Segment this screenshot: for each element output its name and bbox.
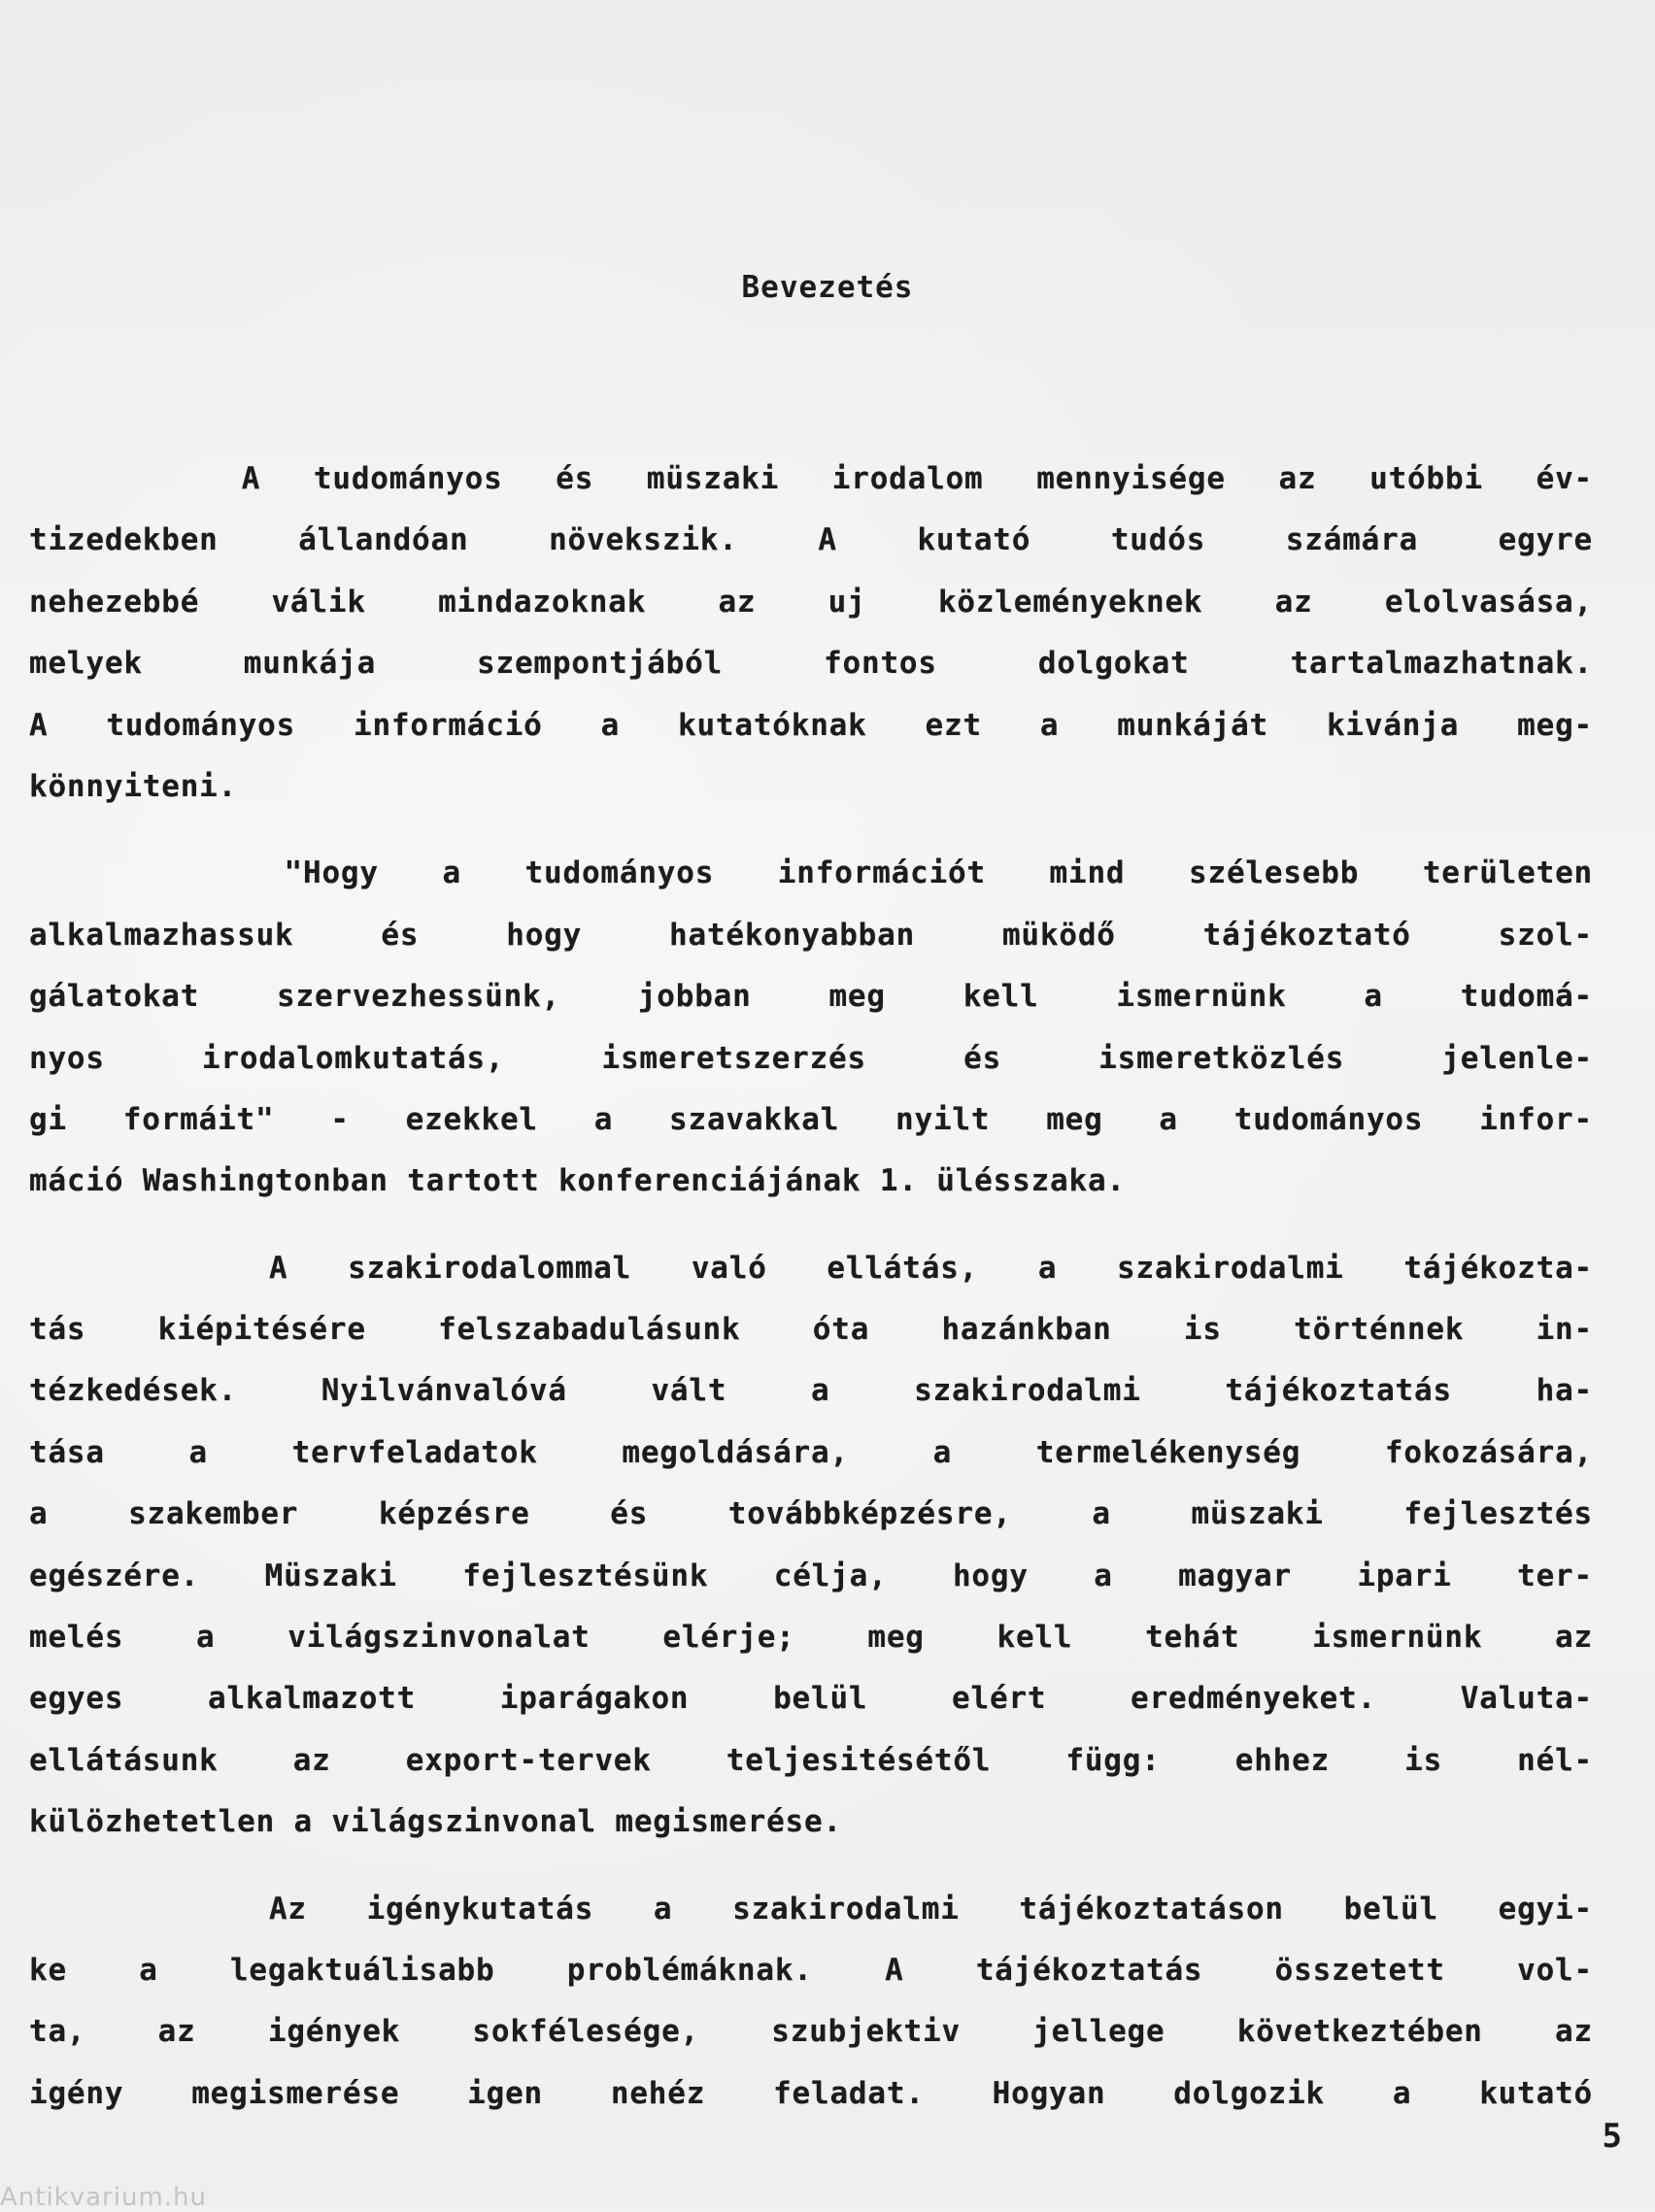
text-line: tás kiépitésére felszabadulásunk óta hazánkban is történnek in- (29, 1312, 1593, 1348)
text-line: nehezebbé válik mindazoknak az uj közleményeknek az elolvasása, (29, 584, 1593, 620)
text-line: ta, az igények sokfélesége, szubjektiv jellege következtében az (29, 2014, 1593, 2050)
paragraph-2 (29, 843, 1593, 1212)
watermark: Antikvarium.hu (0, 2183, 207, 2212)
text-line: tása a tervfeladatok megoldására, a termelékenység fokozására, (29, 1434, 1593, 1470)
text-line: Az igénykutatás a szakirodalmi tájékoztatáson belül egyi- (29, 1891, 1593, 1927)
page-number: 5 (1602, 2117, 1622, 2156)
paragraph-4 (29, 1879, 1593, 2126)
text-line: ke a legaktuálisabb problémáknak. A tájékoztatás összetett vol- (29, 1952, 1593, 1988)
page-title: Bevezetés (741, 270, 914, 305)
paragraph-3 (29, 1238, 1593, 1854)
body-text (29, 449, 1593, 2150)
text-line: tézkedések. Nyilvánvalóvá vált a szakirodalmi tájékoztatás ha- (29, 1373, 1593, 1409)
text-line: A tudományos információ a kutatóknak ezt a munkáját kivánja meg- (29, 707, 1593, 743)
text-line: igény megismerése igen nehéz feladat. Hogyan dolgozik a kutató (29, 2075, 1593, 2111)
text-line: gi formáit" - ezekkel a szavakkal nyilt meg a tudományos infor- (29, 1101, 1593, 1137)
text-line: tizedekben állandóan növekszik. A kutató tudós számára egyre (29, 522, 1593, 558)
text-line: melyek munkája szempontjából fontos dolgokat tartalmazhatnak. (29, 646, 1593, 682)
text-line: melés a világszinvonalat elérje; meg kell tehát ismernünk az (29, 1620, 1593, 1656)
text-line: gálatokat szervezhessünk, jobban meg kell ismernünk a tudomá- (29, 979, 1593, 1015)
text-line: külözhetetlen a világszinvonal megismerése. (29, 1804, 842, 1840)
text-line: ellátásunk az export-tervek teljesitésétől függ: ehhez is nél- (29, 1742, 1593, 1778)
text-line: "Hogy a tudományos információt mind szélesebb területen (29, 855, 1593, 891)
text-line: máció Washingtonban tartott konferenciájának 1. ülésszaka. (29, 1163, 1126, 1199)
text-line: egyes alkalmazott iparágakon belül elért eredményeket. Valuta- (29, 1681, 1593, 1717)
text-line: nyos irodalomkutatás, ismeretszerzés és ismeretközlés jelenle- (29, 1040, 1593, 1076)
text-line: A tudományos és müszaki irodalom mennyisége az utóbbi év- (29, 461, 1593, 496)
text-line: alkalmazhassuk és hogy hatékonyabban müködő tájékoztató szol- (29, 917, 1593, 953)
text-line: A szakirodalommal való ellátás, a szakirodalmi tájékozta- (29, 1250, 1593, 1286)
text-line: a szakember képzésre és továbbképzésre, a müszaki fejlesztés (29, 1496, 1593, 1532)
paragraph-1 (29, 449, 1593, 818)
text-line: könnyiteni. (29, 768, 238, 804)
text-line: egészére. Müszaki fejlesztésünk célja, hogy a magyar ipari ter- (29, 1558, 1593, 1593)
